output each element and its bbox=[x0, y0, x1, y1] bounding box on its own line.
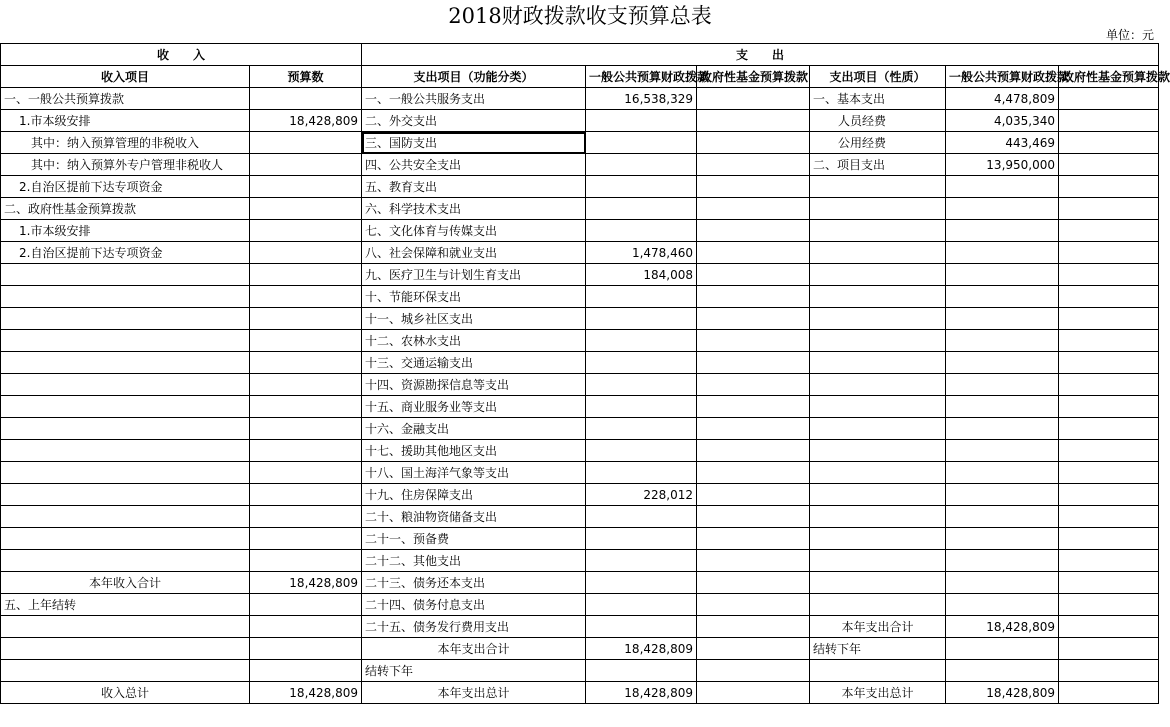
fund-amount-cell[interactable] bbox=[697, 176, 810, 198]
general-amount-cell[interactable] bbox=[586, 462, 697, 484]
nature-fund-amount-cell[interactable] bbox=[1059, 682, 1159, 704]
nature-fund-amount-cell[interactable] bbox=[1059, 308, 1159, 330]
nature-general-amount-cell[interactable] bbox=[946, 638, 1059, 660]
table-row bbox=[1, 154, 1159, 176]
general-amount-cell[interactable] bbox=[586, 396, 697, 418]
expense-function-cell[interactable]: 十一、城乡社区支出 bbox=[362, 308, 586, 330]
expense-nature-cell[interactable] bbox=[810, 418, 946, 440]
general-amount-cell[interactable]: 18,428,809 bbox=[586, 638, 697, 660]
expense-function-cell[interactable]: 五、教育支出 bbox=[362, 176, 586, 198]
nature-fund-amount-cell[interactable] bbox=[1059, 286, 1159, 308]
income-amount-cell[interactable] bbox=[250, 308, 362, 330]
fund-amount-cell[interactable] bbox=[697, 286, 810, 308]
nature-general-amount-cell[interactable]: 18,428,809 bbox=[946, 682, 1059, 704]
nature-general-amount-cell[interactable] bbox=[946, 550, 1059, 572]
income-amount-cell[interactable] bbox=[250, 264, 362, 286]
nature-general-amount-cell[interactable] bbox=[946, 440, 1059, 462]
income-amount-cell[interactable] bbox=[250, 198, 362, 220]
expense-nature-cell[interactable]: 公用经费 bbox=[810, 132, 946, 154]
expense-function-cell[interactable]: 九、医疗卫生与计划生育支出 bbox=[362, 264, 586, 286]
general-amount-cell[interactable] bbox=[586, 220, 697, 242]
table-row bbox=[1, 638, 1159, 660]
income-amount-cell[interactable] bbox=[250, 154, 362, 176]
income-amount-cell[interactable] bbox=[250, 528, 362, 550]
table-row bbox=[1, 506, 1159, 528]
income-item-cell[interactable] bbox=[1, 616, 250, 638]
expense-nature-cell[interactable] bbox=[810, 198, 946, 220]
nature-fund-amount-cell[interactable] bbox=[1059, 88, 1159, 110]
fund-amount-cell[interactable] bbox=[697, 550, 810, 572]
nature-fund-amount-cell[interactable] bbox=[1059, 550, 1159, 572]
fund-amount-cell[interactable] bbox=[697, 594, 810, 616]
expense-nature-cell[interactable] bbox=[810, 374, 946, 396]
table-row bbox=[1, 682, 1159, 704]
nature-general-amount-cell[interactable]: 4,035,340 bbox=[946, 110, 1059, 132]
expense-header[interactable]: 支 出 bbox=[362, 44, 1159, 66]
expense-function-cell[interactable]: 七、文化体育与传媒支出 bbox=[362, 220, 586, 242]
nature-fund-amount-cell[interactable] bbox=[1059, 462, 1159, 484]
income-amount-cell[interactable] bbox=[250, 132, 362, 154]
nature-general-amount-cell[interactable] bbox=[946, 352, 1059, 374]
expense-nature-cell[interactable] bbox=[810, 330, 946, 352]
income-item-cell[interactable]: 五、上年结转 bbox=[1, 594, 250, 616]
nature-general-amount-cell[interactable] bbox=[946, 418, 1059, 440]
income-amount-cell[interactable] bbox=[250, 594, 362, 616]
header-row-2 bbox=[1, 66, 1159, 88]
table-row bbox=[1, 242, 1159, 264]
general-amount-cell[interactable] bbox=[586, 528, 697, 550]
nature-fund-amount-cell[interactable] bbox=[1059, 220, 1159, 242]
income-amount-cell[interactable] bbox=[250, 176, 362, 198]
general-amount-cell[interactable] bbox=[586, 132, 697, 154]
income-amount-cell[interactable]: 18,428,809 bbox=[250, 110, 362, 132]
general-amount-cell[interactable] bbox=[586, 616, 697, 638]
expense-function-cell[interactable]: 十二、农林水支出 bbox=[362, 330, 586, 352]
income-amount-cell[interactable] bbox=[250, 220, 362, 242]
nature-fund-amount-cell[interactable] bbox=[1059, 572, 1159, 594]
general-amount-cell[interactable] bbox=[586, 550, 697, 572]
income-item-cell[interactable]: 本年收入合计 bbox=[1, 572, 250, 594]
unit-label: 单位：元 bbox=[1105, 28, 1154, 42]
expense-nature-cell[interactable] bbox=[810, 660, 946, 682]
expense-function-header[interactable]: 支出项目（功能分类） bbox=[362, 66, 586, 88]
nature-general-amount-cell[interactable]: 18,428,809 bbox=[946, 616, 1059, 638]
fund-amount-cell[interactable] bbox=[697, 616, 810, 638]
income-amount-cell[interactable] bbox=[250, 550, 362, 572]
page-title: 2018财政拨款收支预算总表 bbox=[448, 4, 712, 28]
income-item-cell[interactable]: 2.自治区提前下达专项资金 bbox=[1, 176, 250, 198]
expense-function-cell[interactable]: 十九、住房保障支出 bbox=[362, 484, 586, 506]
income-amount-cell[interactable]: 18,428,809 bbox=[250, 572, 362, 594]
expense-function-cell[interactable]: 本年支出总计 bbox=[362, 682, 586, 704]
fund-amount-cell[interactable] bbox=[697, 242, 810, 264]
table-row bbox=[1, 88, 1159, 110]
header-row-1 bbox=[1, 44, 1159, 66]
expense-nature-cell[interactable] bbox=[810, 462, 946, 484]
income-item-cell[interactable] bbox=[1, 418, 250, 440]
fund-amount-cell[interactable] bbox=[697, 572, 810, 594]
fund-amount-cell[interactable] bbox=[697, 88, 810, 110]
expense-nature-cell[interactable]: 结转下年 bbox=[810, 638, 946, 660]
nature-general-amount-cell[interactable] bbox=[946, 660, 1059, 682]
expense-function-cell[interactable]: 结转下年 bbox=[362, 660, 586, 682]
expense-nature-cell[interactable] bbox=[810, 176, 946, 198]
income-amount-cell[interactable] bbox=[250, 462, 362, 484]
expense-function-cell[interactable]: 十七、援助其他地区支出 bbox=[362, 440, 586, 462]
expense-function-cell[interactable]: 十三、交通运输支出 bbox=[362, 352, 586, 374]
income-item-cell[interactable] bbox=[1, 286, 250, 308]
income-item-cell[interactable]: 1.市本级安排 bbox=[1, 110, 250, 132]
expense-function-cell[interactable]: 十八、国土海洋气象等支出 bbox=[362, 462, 586, 484]
table-row bbox=[1, 528, 1159, 550]
income-amount-cell[interactable] bbox=[250, 638, 362, 660]
general-amount-cell[interactable]: 18,428,809 bbox=[586, 682, 697, 704]
nature-general-amount-cell[interactable] bbox=[946, 176, 1059, 198]
fund-amount-cell[interactable] bbox=[697, 462, 810, 484]
income-amount-cell[interactable] bbox=[250, 418, 362, 440]
nature-general-amount-cell[interactable] bbox=[946, 462, 1059, 484]
general-amount-cell[interactable]: 184,008 bbox=[586, 264, 697, 286]
income-amount-cell[interactable] bbox=[250, 352, 362, 374]
general-amount-cell[interactable] bbox=[586, 572, 697, 594]
expense-nature-cell[interactable] bbox=[810, 242, 946, 264]
income-item-cell[interactable] bbox=[1, 484, 250, 506]
table-row bbox=[1, 594, 1159, 616]
general-budget-header[interactable]: 一般公共预算财政拨款 bbox=[586, 66, 697, 88]
income-item-cell[interactable]: 1.市本级安排 bbox=[1, 220, 250, 242]
expense-nature-cell[interactable] bbox=[810, 572, 946, 594]
table-row bbox=[1, 572, 1159, 594]
expense-nature-cell[interactable] bbox=[810, 506, 946, 528]
income-item-header[interactable]: 收入项目 bbox=[1, 66, 250, 88]
budget-table bbox=[0, 43, 1170, 704]
nature-fund-amount-cell[interactable] bbox=[1059, 352, 1159, 374]
income-amount-cell[interactable] bbox=[250, 374, 362, 396]
income-item-cell[interactable] bbox=[1, 308, 250, 330]
income-item-cell[interactable] bbox=[1, 440, 250, 462]
fund-amount-cell[interactable] bbox=[697, 506, 810, 528]
table-row bbox=[1, 330, 1159, 352]
expense-function-cell[interactable]: 八、社会保障和就业支出 bbox=[362, 242, 586, 264]
nature-fund-amount-cell[interactable] bbox=[1059, 154, 1159, 176]
general-amount-cell[interactable] bbox=[586, 330, 697, 352]
expense-nature-cell[interactable] bbox=[810, 286, 946, 308]
expense-function-cell[interactable]: 六、科学技术支出 bbox=[362, 198, 586, 220]
nature-general-amount-cell[interactable] bbox=[946, 506, 1059, 528]
fund-amount-cell[interactable] bbox=[697, 638, 810, 660]
table-body bbox=[1, 88, 1159, 704]
expense-nature-cell[interactable] bbox=[810, 308, 946, 330]
nature-fund-amount-cell[interactable] bbox=[1059, 396, 1159, 418]
income-item-cell[interactable]: 其中：纳入预算外专户管理非税收人 bbox=[1, 154, 250, 176]
table-row bbox=[1, 660, 1159, 682]
expense-nature-cell[interactable] bbox=[810, 440, 946, 462]
expense-function-cell[interactable]: 十四、资源勘探信息等支出 bbox=[362, 374, 586, 396]
table-row bbox=[1, 198, 1159, 220]
nature-fund-amount-cell[interactable] bbox=[1059, 594, 1159, 616]
nature-fund-amount-cell[interactable] bbox=[1059, 374, 1159, 396]
expense-nature-cell[interactable]: 人员经费 bbox=[810, 110, 946, 132]
general-amount-cell[interactable] bbox=[586, 154, 697, 176]
expense-nature-header[interactable]: 支出项目（性质） bbox=[810, 66, 946, 88]
nature-general-amount-cell[interactable] bbox=[946, 330, 1059, 352]
general-budget-header-2[interactable]: 一般公共预算财政拨款 bbox=[946, 66, 1059, 88]
income-item-cell[interactable] bbox=[1, 660, 250, 682]
expense-function-cell[interactable]: 二十三、债务还本支出 bbox=[362, 572, 586, 594]
table-row bbox=[1, 550, 1159, 572]
fund-amount-cell[interactable] bbox=[697, 418, 810, 440]
fund-amount-cell[interactable] bbox=[697, 330, 810, 352]
income-item-cell[interactable] bbox=[1, 550, 250, 572]
general-amount-cell[interactable] bbox=[586, 352, 697, 374]
table-row bbox=[1, 352, 1159, 374]
nature-general-amount-cell[interactable] bbox=[946, 528, 1059, 550]
table-row bbox=[1, 308, 1159, 330]
table-row bbox=[1, 132, 1159, 154]
expense-function-cell[interactable]: 三、国防支出 bbox=[362, 132, 586, 154]
table-row bbox=[1, 220, 1159, 242]
nature-general-amount-cell[interactable]: 13,950,000 bbox=[946, 154, 1059, 176]
general-amount-cell[interactable]: 228,012 bbox=[586, 484, 697, 506]
nature-fund-amount-cell[interactable] bbox=[1059, 132, 1159, 154]
fund-amount-cell[interactable] bbox=[697, 132, 810, 154]
nature-general-amount-cell[interactable] bbox=[946, 264, 1059, 286]
general-amount-cell[interactable] bbox=[586, 506, 697, 528]
income-item-cell[interactable]: 其中：纳入预算管理的非税收入 bbox=[1, 132, 250, 154]
nature-fund-amount-cell[interactable] bbox=[1059, 198, 1159, 220]
fund-amount-cell[interactable] bbox=[697, 308, 810, 330]
expense-function-cell[interactable]: 一、一般公共服务支出 bbox=[362, 88, 586, 110]
nature-general-amount-cell[interactable] bbox=[946, 198, 1059, 220]
table-row bbox=[1, 110, 1159, 132]
expense-nature-cell[interactable] bbox=[810, 352, 946, 374]
nature-fund-amount-cell[interactable] bbox=[1059, 110, 1159, 132]
expense-function-cell[interactable]: 二十一、预备费 bbox=[362, 528, 586, 550]
income-amount-cell[interactable] bbox=[250, 484, 362, 506]
income-item-cell[interactable] bbox=[1, 374, 250, 396]
income-amount-cell[interactable] bbox=[250, 286, 362, 308]
income-amount-cell[interactable]: 18,428,809 bbox=[250, 682, 362, 704]
income-item-cell[interactable] bbox=[1, 264, 250, 286]
general-amount-cell[interactable]: 1,478,460 bbox=[586, 242, 697, 264]
nature-fund-amount-cell[interactable] bbox=[1059, 528, 1159, 550]
fund-amount-cell[interactable] bbox=[697, 682, 810, 704]
income-item-cell[interactable] bbox=[1, 638, 250, 660]
expense-nature-cell[interactable] bbox=[810, 550, 946, 572]
expense-function-cell[interactable]: 二十、粮油物资储备支出 bbox=[362, 506, 586, 528]
fund-amount-cell[interactable] bbox=[697, 220, 810, 242]
table-row bbox=[1, 418, 1159, 440]
nature-fund-amount-cell[interactable] bbox=[1059, 330, 1159, 352]
expense-nature-cell[interactable]: 本年支出合计 bbox=[810, 616, 946, 638]
expense-function-cell[interactable]: 二十五、债务发行费用支出 bbox=[362, 616, 586, 638]
general-amount-cell[interactable] bbox=[586, 110, 697, 132]
expense-nature-cell[interactable]: 一、基本支出 bbox=[810, 88, 946, 110]
fund-amount-cell[interactable] bbox=[697, 660, 810, 682]
expense-nature-cell[interactable] bbox=[810, 484, 946, 506]
table-row bbox=[1, 286, 1159, 308]
income-item-cell[interactable] bbox=[1, 528, 250, 550]
income-amount-cell[interactable] bbox=[250, 616, 362, 638]
income-item-cell[interactable]: 2.自治区提前下达专项资金 bbox=[1, 242, 250, 264]
expense-nature-cell[interactable] bbox=[810, 528, 946, 550]
expense-function-cell[interactable]: 本年支出合计 bbox=[362, 638, 586, 660]
income-item-cell[interactable] bbox=[1, 396, 250, 418]
expense-function-cell[interactable]: 二、外交支出 bbox=[362, 110, 586, 132]
nature-fund-amount-cell[interactable] bbox=[1059, 638, 1159, 660]
nature-general-amount-cell[interactable] bbox=[946, 396, 1059, 418]
nature-general-amount-cell[interactable]: 443,469 bbox=[946, 132, 1059, 154]
expense-nature-cell[interactable]: 二、项目支出 bbox=[810, 154, 946, 176]
expense-function-cell[interactable]: 十六、金融支出 bbox=[362, 418, 586, 440]
income-header[interactable]: 收 入 bbox=[1, 44, 362, 66]
expense-function-cell[interactable]: 十、节能环保支出 bbox=[362, 286, 586, 308]
table-row bbox=[1, 440, 1159, 462]
fund-amount-cell[interactable] bbox=[697, 528, 810, 550]
nature-fund-amount-cell[interactable] bbox=[1059, 242, 1159, 264]
nature-general-amount-cell[interactable] bbox=[946, 220, 1059, 242]
income-amount-cell[interactable] bbox=[250, 440, 362, 462]
income-item-cell[interactable] bbox=[1, 506, 250, 528]
table-row bbox=[1, 484, 1159, 506]
table-row bbox=[1, 616, 1159, 638]
fund-amount-cell[interactable] bbox=[697, 396, 810, 418]
nature-general-amount-cell[interactable] bbox=[946, 286, 1059, 308]
general-amount-cell[interactable] bbox=[586, 286, 697, 308]
table-row bbox=[1, 396, 1159, 418]
nature-fund-amount-cell[interactable] bbox=[1059, 484, 1159, 506]
fund-amount-cell[interactable] bbox=[697, 374, 810, 396]
income-amount-cell[interactable] bbox=[250, 396, 362, 418]
nature-general-amount-cell[interactable] bbox=[946, 242, 1059, 264]
fund-amount-cell[interactable] bbox=[697, 110, 810, 132]
income-amount-cell[interactable] bbox=[250, 242, 362, 264]
expense-function-cell[interactable]: 十五、商业服务业等支出 bbox=[362, 396, 586, 418]
income-item-cell[interactable]: 一、一般公共预算拨款 bbox=[1, 88, 250, 110]
expense-function-cell[interactable]: 二十四、债务付息支出 bbox=[362, 594, 586, 616]
general-amount-cell[interactable] bbox=[586, 198, 697, 220]
general-amount-cell[interactable] bbox=[586, 660, 697, 682]
income-item-cell[interactable]: 收入总计 bbox=[1, 682, 250, 704]
expense-nature-cell[interactable]: 本年支出总计 bbox=[810, 682, 946, 704]
fund-amount-cell[interactable] bbox=[697, 264, 810, 286]
nature-general-amount-cell[interactable] bbox=[946, 308, 1059, 330]
fund-budget-header-2[interactable]: 政府性基金预算拨款 bbox=[1059, 66, 1159, 88]
general-amount-cell[interactable] bbox=[586, 308, 697, 330]
budget-header[interactable]: 预算数 bbox=[250, 66, 362, 88]
nature-fund-amount-cell[interactable] bbox=[1059, 506, 1159, 528]
income-amount-cell[interactable] bbox=[250, 88, 362, 110]
general-amount-cell[interactable] bbox=[586, 594, 697, 616]
table-row bbox=[1, 462, 1159, 484]
nature-fund-amount-cell[interactable] bbox=[1059, 418, 1159, 440]
expense-function-cell[interactable]: 四、公共安全支出 bbox=[362, 154, 586, 176]
fund-amount-cell[interactable] bbox=[697, 484, 810, 506]
expense-function-cell[interactable]: 二十二、其他支出 bbox=[362, 550, 586, 572]
expense-nature-cell[interactable] bbox=[810, 264, 946, 286]
fund-amount-cell[interactable] bbox=[697, 198, 810, 220]
fund-amount-cell[interactable] bbox=[697, 440, 810, 462]
nature-fund-amount-cell[interactable] bbox=[1059, 264, 1159, 286]
nature-fund-amount-cell[interactable] bbox=[1059, 176, 1159, 198]
general-amount-cell[interactable] bbox=[586, 176, 697, 198]
income-amount-cell[interactable] bbox=[250, 330, 362, 352]
general-amount-cell[interactable] bbox=[586, 418, 697, 440]
income-amount-cell[interactable] bbox=[250, 660, 362, 682]
table-row bbox=[1, 374, 1159, 396]
general-amount-cell[interactable] bbox=[586, 440, 697, 462]
general-amount-cell[interactable]: 16,538,329 bbox=[586, 88, 697, 110]
nature-general-amount-cell[interactable] bbox=[946, 374, 1059, 396]
income-amount-cell[interactable] bbox=[250, 506, 362, 528]
fund-amount-cell[interactable] bbox=[697, 154, 810, 176]
expense-nature-cell[interactable] bbox=[810, 220, 946, 242]
expense-nature-cell[interactable] bbox=[810, 396, 946, 418]
income-item-cell[interactable] bbox=[1, 330, 250, 352]
income-item-cell[interactable] bbox=[1, 352, 250, 374]
expense-nature-cell[interactable] bbox=[810, 594, 946, 616]
nature-fund-amount-cell[interactable] bbox=[1059, 616, 1159, 638]
general-amount-cell[interactable] bbox=[586, 374, 697, 396]
nature-general-amount-cell[interactable]: 4,478,809 bbox=[946, 88, 1059, 110]
nature-fund-amount-cell[interactable] bbox=[1059, 660, 1159, 682]
fund-budget-header[interactable]: 政府性基金预算拨款 bbox=[697, 66, 810, 88]
nature-fund-amount-cell[interactable] bbox=[1059, 440, 1159, 462]
income-item-cell[interactable] bbox=[1, 462, 250, 484]
nature-general-amount-cell[interactable] bbox=[946, 572, 1059, 594]
fund-amount-cell[interactable] bbox=[697, 352, 810, 374]
table-row bbox=[1, 264, 1159, 286]
nature-general-amount-cell[interactable] bbox=[946, 484, 1059, 506]
income-item-cell[interactable]: 二、政府性基金预算拨款 bbox=[1, 198, 250, 220]
nature-general-amount-cell[interactable] bbox=[946, 594, 1059, 616]
table-row bbox=[1, 176, 1159, 198]
